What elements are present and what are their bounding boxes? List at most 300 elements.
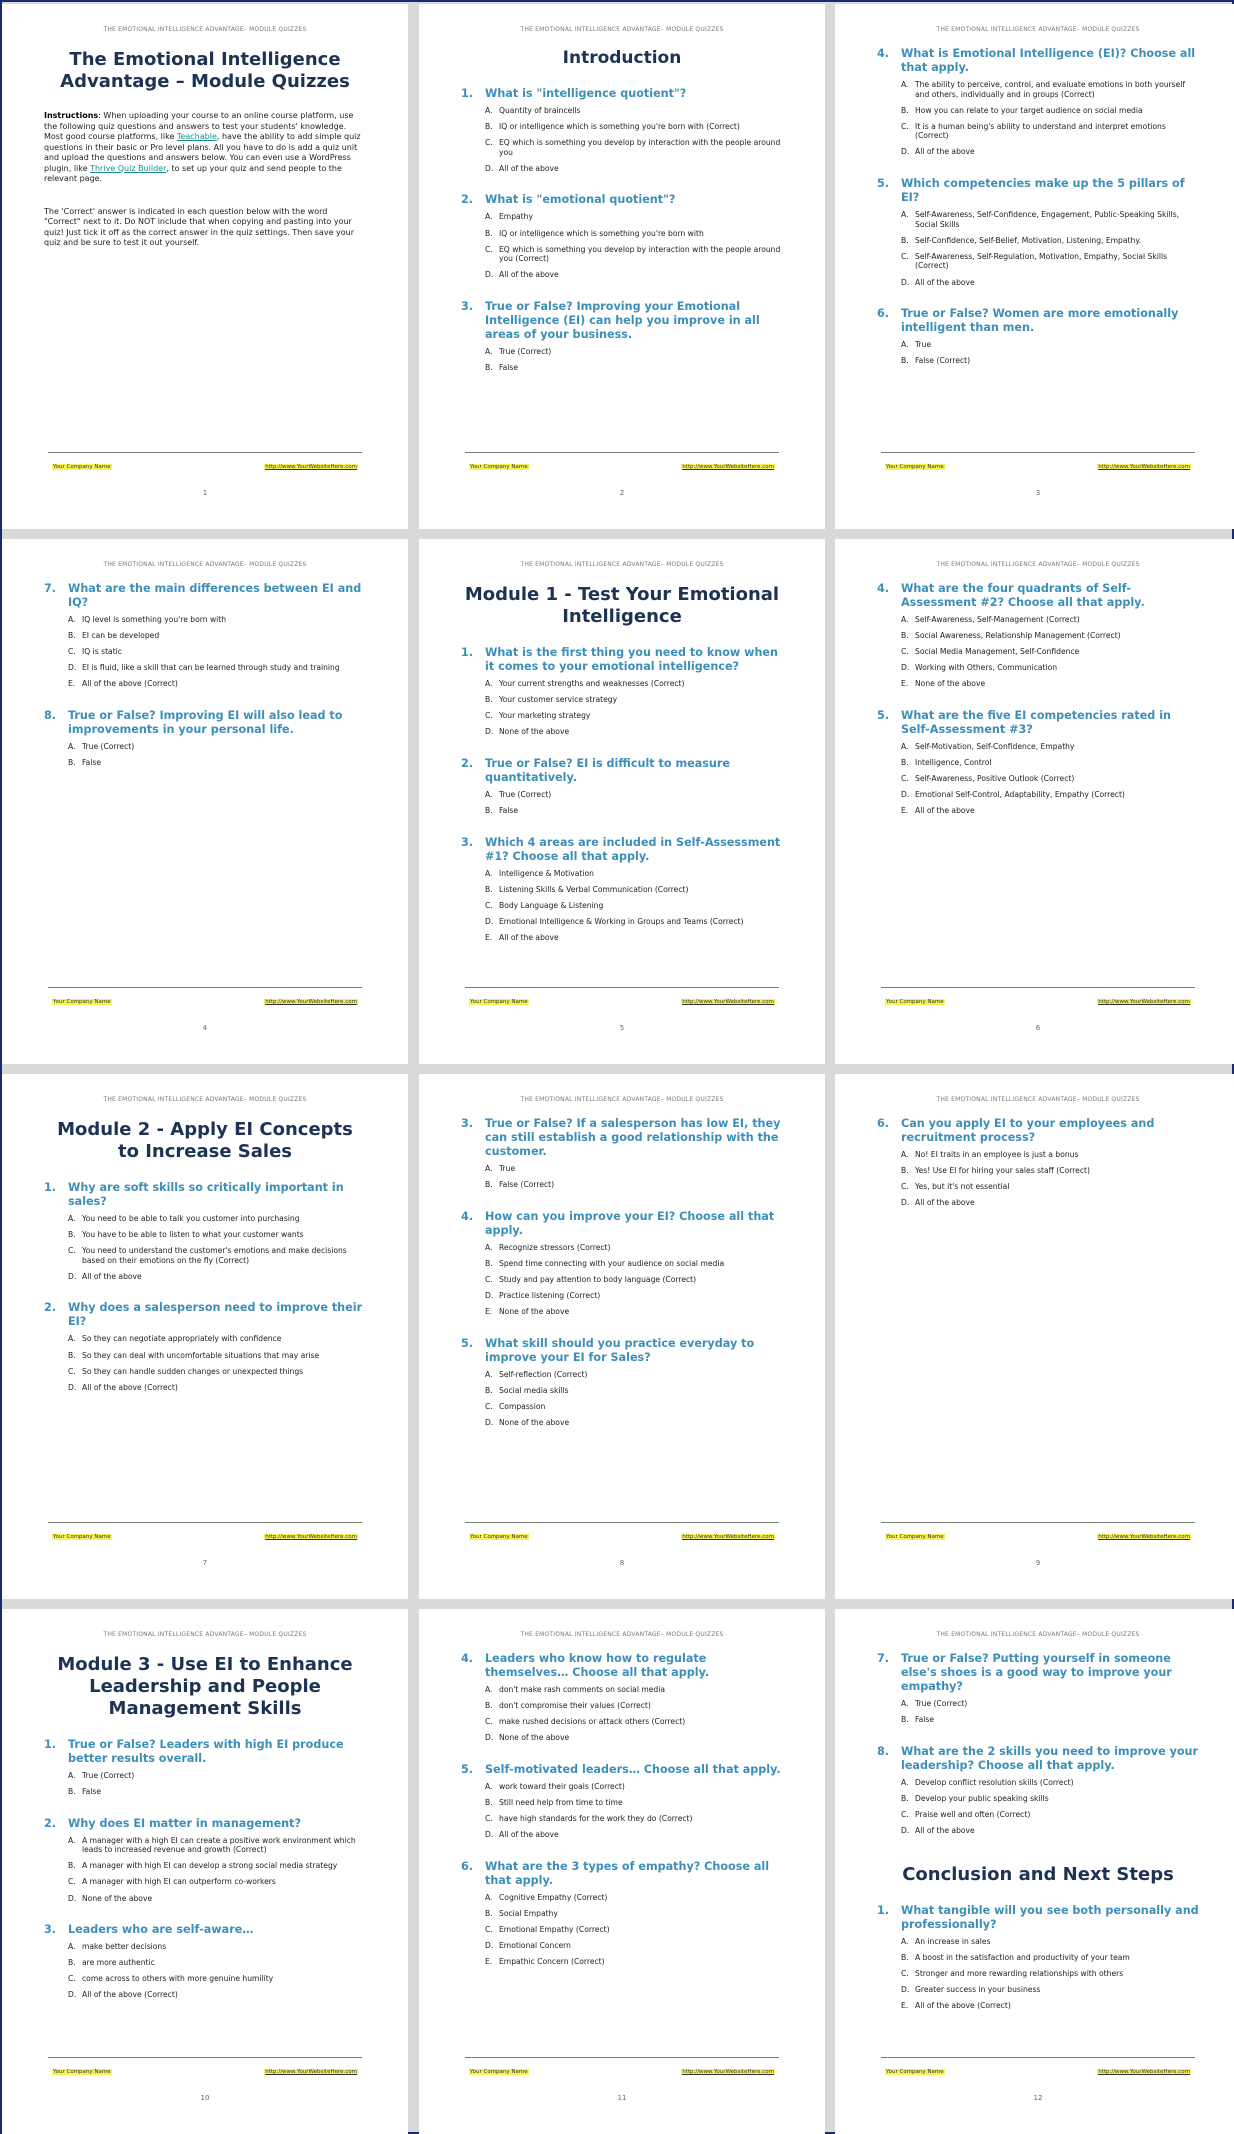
footer-company-name: Your Company Name [886, 999, 944, 1005]
answer-text: Greater success in your business [915, 1984, 1041, 1994]
answer-letter: D. [68, 1271, 77, 1281]
answer-text: None of the above [499, 727, 570, 737]
answer-text: Empathy [499, 212, 533, 222]
answer-letter: D. [901, 663, 910, 673]
answer-text: An increase in sales [915, 1936, 991, 1946]
answer-option [485, 1798, 783, 1808]
footer-divider [465, 2057, 779, 2058]
answer-option [901, 1985, 1199, 1995]
answer-letter: D. [901, 1198, 910, 1208]
question-number: 1. [877, 1903, 890, 1917]
question-block [461, 1117, 783, 1190]
answer-text: EI can be developed [82, 631, 160, 641]
answer-text: come across to others with more genuine humility [82, 1974, 274, 1984]
question-block [44, 1181, 366, 1281]
question-block [461, 300, 783, 373]
answer-text: You need to understand the customer's emotions and make decisions based on their emotions on the fly (Correct) [82, 1246, 347, 1265]
answer-text: don't compromise their values (Correct) [499, 1701, 651, 1711]
answer-letter: B. [68, 1958, 76, 1968]
footer-website-link[interactable]: http://www.YourWebsiteHere.com [265, 2069, 357, 2075]
answer-option [901, 1953, 1199, 1963]
document-page [419, 1609, 825, 2134]
answer-letter: C. [901, 251, 909, 261]
answer-letter: B. [68, 758, 76, 768]
question-number: 3. [44, 1923, 57, 1937]
footer-company-name: Your Company Name [886, 2069, 944, 2075]
answer-option [485, 138, 783, 157]
page-header: THE EMOTIONAL INTELLIGENCE ADVANTAGE– MODULE QUIZZES [103, 1631, 307, 1638]
answer-option [485, 1909, 783, 1919]
footer-company-name: Your Company Name [470, 464, 528, 470]
document-page [2, 4, 408, 529]
answer-option [68, 1272, 366, 1282]
answer-letter: D. [485, 1733, 494, 1743]
question-text: True or False? Leaders with high EI produce better results overall. [68, 1738, 344, 1765]
answer-option [68, 1334, 366, 1344]
answer-text: Empathic Concern (Correct) [499, 1957, 605, 1967]
answer-text: None of the above [499, 1417, 570, 1427]
answer-letter: C. [68, 1366, 76, 1376]
question-text: True or False? Putting yourself in someone else's shoes is a good way to improve your empathy? [901, 1652, 1172, 1693]
answer-option [901, 1699, 1199, 1709]
answer-text: make rushed decisions or attack others (Correct) [499, 1717, 686, 1727]
answer-letter: E. [901, 2000, 909, 2010]
answer-option [68, 615, 366, 625]
answer-text: Emotional Intelligence & Working in Groups and Teams (Correct) [499, 916, 744, 926]
answer-option [901, 252, 1199, 271]
answer-option [901, 663, 1199, 673]
answer-text: Develop conflict resolution skills (Correct) [915, 1777, 1074, 1787]
footer-website-link[interactable]: http://www.YourWebsiteHere.com [265, 464, 357, 470]
question-block [461, 757, 783, 816]
answer-text: Self-reflection (Correct) [499, 1369, 588, 1379]
answer-text: All of the above [499, 163, 559, 173]
answer-text: Practice listening (Correct) [499, 1290, 601, 1300]
question-title [877, 582, 1199, 610]
answer-option [901, 278, 1199, 288]
footer-website-link[interactable]: http://www.YourWebsiteHere.com [682, 999, 774, 1005]
answer-letter: C. [485, 1401, 493, 1411]
answer-option [901, 356, 1199, 366]
footer-website-link[interactable]: http://www.YourWebsiteHere.com [1098, 1534, 1190, 1540]
footer-divider [48, 1522, 362, 1523]
question-number: 3. [461, 299, 474, 313]
answer-text: It is a human being's ability to understand and interpret emotions (Correct) [915, 121, 1166, 141]
question-text: How can you improve your EI? Choose all that apply. [485, 1209, 775, 1237]
answer-text: make better decisions [82, 1942, 167, 1952]
answer-option [485, 229, 783, 239]
answer-letter: C. [901, 1809, 909, 1819]
answer-text: Working with Others, Communication [915, 663, 1058, 673]
question-title [461, 1860, 783, 1888]
page-number: 10 [200, 2094, 210, 2102]
answer-text: Develop your public speaking skills [915, 1793, 1049, 1803]
answer-option [68, 1383, 366, 1393]
answer-letter: C. [68, 1877, 76, 1887]
answer-text: A boost in the satisfaction and productivity of your team [915, 1952, 1130, 1962]
question-text: What is Emotional Intelligence (EI)? Choose all that apply. [901, 47, 1196, 74]
page-header: THE EMOTIONAL INTELLIGENCE ADVANTAGE– MODULE QUIZZES [520, 1096, 724, 1103]
teachable-link[interactable]: Teachable [176, 132, 217, 141]
question-title [877, 47, 1199, 75]
question-block [877, 1745, 1199, 1836]
answer-text: IQ is static [82, 647, 122, 657]
answer-letter: B. [485, 695, 493, 705]
question-block [461, 87, 783, 173]
question-text: What are the 2 skills you need to improve your leadership? Choose all that apply. [901, 1744, 1199, 1772]
footer-company-name: Your Company Name [53, 2069, 111, 2075]
thrive-quiz-builder-link[interactable]: Thrive Quiz Builder [90, 163, 167, 173]
footer-website-link[interactable]: http://www.YourWebsiteHere.com [265, 1534, 357, 1540]
question-text: Leaders who know how to regulate themselves… Choose all that apply. [485, 1652, 710, 1679]
footer-website-link[interactable]: http://www.YourWebsiteHere.com [682, 464, 774, 470]
answer-letter: D. [485, 163, 494, 173]
answer-text: All of the above [915, 277, 975, 287]
question-title [44, 1301, 366, 1329]
answer-letter: B. [68, 1230, 76, 1240]
answer-letter: A. [901, 1936, 909, 1946]
question-number: 7. [44, 582, 57, 595]
question-block [461, 836, 783, 943]
answer-letter: B. [485, 1258, 493, 1268]
footer-divider [881, 452, 1195, 453]
answer-option [901, 774, 1199, 784]
question-number: 3. [461, 835, 474, 849]
question-block [44, 1301, 366, 1392]
answer-text: All of the above (Correct) [82, 679, 178, 689]
footer-company-name: Your Company Name [53, 464, 111, 470]
answer-letter: A. [901, 615, 909, 624]
question-text: True or False? Women are more emotionally intelligent than men. [901, 307, 1179, 335]
answer-letter: D. [485, 727, 494, 737]
question-number: 5. [877, 708, 890, 722]
answer-option [485, 1925, 783, 1935]
document-page [835, 1074, 1234, 1599]
question-number: 2. [461, 193, 474, 207]
answer-letter: C. [485, 1717, 493, 1727]
answer-letter: C. [68, 1974, 76, 1984]
answer-text: None of the above [915, 679, 986, 689]
footer-company-name: Your Company Name [470, 999, 528, 1005]
answer-text: Self-Awareness, Self-Regulation, Motivation, Empathy, Social Skills (Correct) [915, 251, 1168, 271]
answer-letter: A. [485, 1242, 493, 1252]
page-header: THE EMOTIONAL INTELLIGENCE ADVANTAGE– MODULE QUIZZES [520, 1631, 724, 1638]
question-text: True or False? If a salesperson has low EI, they can still establish a good relationship with the customer. [485, 1117, 781, 1158]
question-block [877, 1652, 1199, 1725]
answer-option [485, 1893, 783, 1903]
answer-letter: A. [68, 741, 76, 751]
answer-option [485, 1941, 783, 1951]
question-block [877, 582, 1199, 689]
answer-letter: D. [485, 270, 494, 280]
answer-letter: E. [901, 806, 909, 816]
answer-option [485, 1782, 783, 1792]
answer-text: All of the above [915, 1825, 975, 1835]
page-header: THE EMOTIONAL INTELLIGENCE ADVANTAGE– MODULE QUIZZES [520, 26, 724, 33]
page-number: 4 [202, 1024, 208, 1032]
answer-text: Self-Awareness, Self-Management (Correct) [915, 615, 1080, 624]
answer-option [68, 1894, 366, 1904]
answer-letter: B. [901, 356, 909, 366]
answer-text: EQ which is something you develop by interaction with the people around you [499, 138, 781, 157]
answer-text: Emotional Concern [499, 1941, 571, 1951]
answer-option [68, 1787, 366, 1797]
page-number: 5 [619, 1024, 625, 1032]
question-block [461, 1337, 783, 1428]
answer-option [901, 1826, 1199, 1836]
question-text: Leaders who are self-aware… [68, 1923, 254, 1937]
answer-option [68, 663, 366, 673]
question-title [44, 1738, 366, 1766]
page-number: 12 [1033, 2094, 1043, 2102]
answer-letter: B. [485, 1908, 493, 1918]
footer-divider [465, 452, 779, 453]
question-text: What are the four quadrants of Self-Assessment #2? Choose all that apply. [901, 582, 1145, 609]
instructions-text: , have the ability to add simple quiz questions in their basic or Pro level plans. All you have to do is add a quiz unit and upload the questions and answers below. You can even use a WordPress plugin, like [44, 132, 361, 173]
question-number: 4. [461, 1652, 474, 1665]
answer-letter: C. [485, 900, 493, 910]
answer-option [485, 885, 783, 895]
answer-letter: A. [485, 106, 493, 115]
answer-option [485, 1733, 783, 1743]
answer-text: are more authentic [82, 1958, 155, 1968]
answer-text: So they can handle sudden changes or unexpected things [82, 1366, 304, 1376]
answer-letter: C. [485, 1924, 493, 1934]
answer-text: All of the above [82, 1271, 142, 1281]
answer-letter: C. [485, 1274, 493, 1284]
question-block [877, 177, 1199, 287]
answer-option [485, 1180, 783, 1190]
answer-text: Cognitive Empathy (Correct) [499, 1892, 608, 1902]
question-block [877, 1904, 1199, 2011]
question-title [461, 757, 783, 785]
page-number: 9 [1035, 1559, 1041, 1567]
answer-option [485, 1685, 783, 1695]
footer-company-name: Your Company Name [470, 2069, 528, 2075]
answer-text: All of the above (Correct) [915, 2000, 1011, 2010]
question-title [461, 1210, 783, 1238]
answer-text: Social media skills [499, 1385, 569, 1395]
question-text: Which competencies make up the 5 pillars of EI? [901, 177, 1185, 205]
answer-option [485, 869, 783, 879]
answer-letter: B. [68, 1350, 76, 1360]
answer-letter: B. [901, 1793, 909, 1803]
answer-letter: A. [901, 1699, 909, 1708]
answer-letter: B. [901, 105, 909, 115]
answer-text: You need to be able to talk you customer into purchasing [82, 1214, 300, 1223]
answer-option [485, 1164, 783, 1174]
answer-letter: B. [485, 884, 493, 894]
answer-option [68, 1958, 366, 1968]
footer-website-link[interactable]: http://www.YourWebsiteHere.com [1098, 464, 1190, 470]
answer-option [901, 1937, 1199, 1947]
footer-company-name: Your Company Name [53, 1534, 111, 1540]
answer-letter: A. [485, 346, 493, 356]
answer-letter: A. [68, 1771, 76, 1780]
question-number: 5. [461, 1762, 474, 1776]
answer-option [485, 363, 783, 373]
footer-website-link[interactable]: http://www.YourWebsiteHere.com [265, 999, 357, 1005]
answer-text: False (Correct) [915, 356, 971, 366]
instructions-text: : When uploading your course to an online course platform, use the following quiz questions and answers to test your students' knowledge. Most good course platforms, like [44, 111, 354, 141]
answer-option [68, 1214, 366, 1224]
question-text: Why does EI matter in management? [68, 1816, 301, 1830]
question-block [877, 1117, 1199, 1208]
page-header: THE EMOTIONAL INTELLIGENCE ADVANTAGE– MODULE QUIZZES [103, 26, 307, 33]
answer-letter: B. [68, 1861, 76, 1871]
answer-text: So they can deal with uncomfortable situations that may arise [82, 1350, 320, 1360]
question-number: 6. [877, 1117, 890, 1130]
answer-option [901, 147, 1199, 157]
answer-option [485, 122, 783, 132]
answer-letter: E. [901, 679, 909, 689]
page-header: THE EMOTIONAL INTELLIGENCE ADVANTAGE– MODULE QUIZZES [103, 561, 307, 568]
answer-option [68, 1351, 366, 1361]
answer-letter: C. [901, 121, 909, 131]
answer-option [485, 806, 783, 816]
answer-text: Your current strengths and weaknesses (Correct) [499, 679, 685, 688]
answer-text: All of the above [499, 1830, 559, 1840]
answer-text: True [499, 1164, 516, 1173]
document-page [835, 539, 1234, 1064]
question-title [461, 646, 783, 674]
answer-letter: C. [901, 1182, 909, 1192]
document-page [835, 1609, 1234, 2134]
answer-text: Recognize stressors (Correct) [499, 1242, 611, 1252]
answer-text: All of the above [499, 932, 559, 942]
answer-text: Intelligence, Control [915, 758, 992, 768]
question-number: 1. [461, 646, 474, 659]
answer-letter: C. [68, 1246, 76, 1256]
answer-letter: B. [485, 1797, 493, 1807]
answer-text: EI is fluid, like a skill that can be learned through study and training [82, 663, 340, 673]
answer-letter: E. [485, 932, 493, 942]
answer-text: Yes! Use EI for hiring your sales staff (Correct) [915, 1166, 1090, 1176]
answer-option [485, 106, 783, 116]
question-title [461, 1652, 783, 1680]
footer-company-name: Your Company Name [470, 1534, 528, 1540]
document-title: The Emotional Intelligence Advantage – Module Quizzes [60, 49, 350, 92]
question-number: 2. [44, 1816, 57, 1830]
answer-letter: A. [901, 1777, 909, 1787]
answer-text: Quantity of braincells [499, 106, 581, 115]
answer-text: True (Correct) [82, 741, 135, 751]
answer-option [901, 679, 1199, 689]
question-text: True or False? Improving EI will also lead to improvements in your personal life. [68, 708, 343, 736]
question-block [461, 1763, 783, 1840]
document-page [2, 539, 408, 1064]
answer-text: Social Awareness, Relationship Management (Correct) [915, 631, 1121, 641]
answer-letter: C. [901, 647, 909, 657]
question-number: 4. [877, 47, 890, 60]
page-number: 2 [619, 489, 625, 497]
answer-option [901, 1778, 1199, 1788]
footer-website-link[interactable]: http://www.YourWebsiteHere.com [682, 1534, 774, 1540]
answer-letter: A. [68, 1942, 76, 1952]
answer-option [485, 1957, 783, 1967]
page-header: THE EMOTIONAL INTELLIGENCE ADVANTAGE– MODULE QUIZZES [936, 1631, 1140, 1638]
answer-option [901, 1810, 1199, 1820]
answer-letter: A. [68, 1334, 76, 1344]
question-number: 6. [461, 1859, 474, 1873]
answer-text: IQ or intelligence which is something you're born with [499, 228, 704, 238]
answer-letter: B. [485, 1701, 493, 1711]
answer-option [68, 679, 366, 689]
answer-option [485, 347, 783, 357]
section-title: Module 1 - Test Your Emotional Intelligence [464, 584, 780, 627]
page-number: 1 [202, 489, 208, 497]
answer-text: Study and pay attention to body language (Correct) [499, 1274, 697, 1284]
page-header: THE EMOTIONAL INTELLIGENCE ADVANTAGE– MODULE QUIZZES [936, 561, 1140, 568]
answer-option [485, 164, 783, 174]
answer-option [68, 1990, 366, 2000]
footer-website-link[interactable]: http://www.YourWebsiteHere.com [1098, 999, 1190, 1005]
question-number: 8. [877, 1744, 890, 1758]
answer-text: Emotional Self-Control, Adaptability, Empathy (Correct) [915, 790, 1125, 800]
answer-text: None of the above [499, 1307, 570, 1317]
answer-letter: E. [68, 679, 76, 689]
document-page [2, 1609, 408, 2134]
question-block [44, 709, 366, 768]
section-title: Introduction [562, 48, 682, 68]
answer-option [901, 806, 1199, 816]
answer-text: A manager with a high EI can create a positive work environment which leads to increased revenue and growth (Correct) [82, 1835, 356, 1855]
question-title [877, 1745, 1199, 1773]
question-text: Why does a salesperson need to improve their EI? [68, 1301, 363, 1329]
answer-letter: B. [901, 235, 909, 245]
question-title [44, 1923, 366, 1937]
answer-option [68, 1836, 366, 1855]
page-number: 3 [1035, 489, 1041, 497]
answer-letter: A. [68, 1835, 76, 1845]
answer-option [485, 1243, 783, 1253]
answer-letter: B. [485, 122, 493, 132]
answer-option [485, 679, 783, 689]
question-number: 2. [461, 756, 474, 770]
answer-letter: B. [901, 631, 909, 641]
answer-option [485, 1814, 783, 1824]
answer-text: work toward their goals (Correct) [499, 1781, 625, 1791]
question-title [461, 1117, 783, 1159]
footer-website-link[interactable]: http://www.YourWebsiteHere.com [1098, 2069, 1190, 2075]
footer-divider [48, 452, 362, 453]
answer-text: No! EI traits in an employee is just a bonus [915, 1150, 1079, 1159]
answer-option [901, 122, 1199, 141]
instructions-label: Instructions [44, 111, 99, 120]
answer-letter: D. [901, 147, 910, 157]
answer-text: Praise well and often (Correct) [915, 1809, 1031, 1819]
answer-option [901, 615, 1199, 625]
document-page [835, 4, 1234, 529]
answer-letter: C. [901, 1968, 909, 1978]
question-title [877, 1904, 1199, 1932]
answer-option [901, 631, 1199, 641]
answer-text: So they can negotiate appropriately with confidence [82, 1334, 282, 1344]
answer-option [68, 647, 366, 657]
question-title [44, 1181, 366, 1209]
answer-option [485, 1402, 783, 1412]
answer-letter: B. [68, 1787, 76, 1797]
answer-text: True (Correct) [915, 1699, 968, 1708]
question-title [877, 307, 1199, 335]
answer-letter: D. [901, 1825, 910, 1835]
page-header: THE EMOTIONAL INTELLIGENCE ADVANTAGE– MODULE QUIZZES [520, 561, 724, 568]
footer-website-link[interactable]: http://www.YourWebsiteHere.com [682, 2069, 774, 2075]
question-number: 1. [44, 1738, 57, 1751]
answer-letter: D. [485, 1417, 494, 1427]
section-title: Module 3 - Use EI to Enhance Leadership and People Management Skills [57, 1654, 353, 1719]
answer-text: True (Correct) [82, 1771, 135, 1780]
